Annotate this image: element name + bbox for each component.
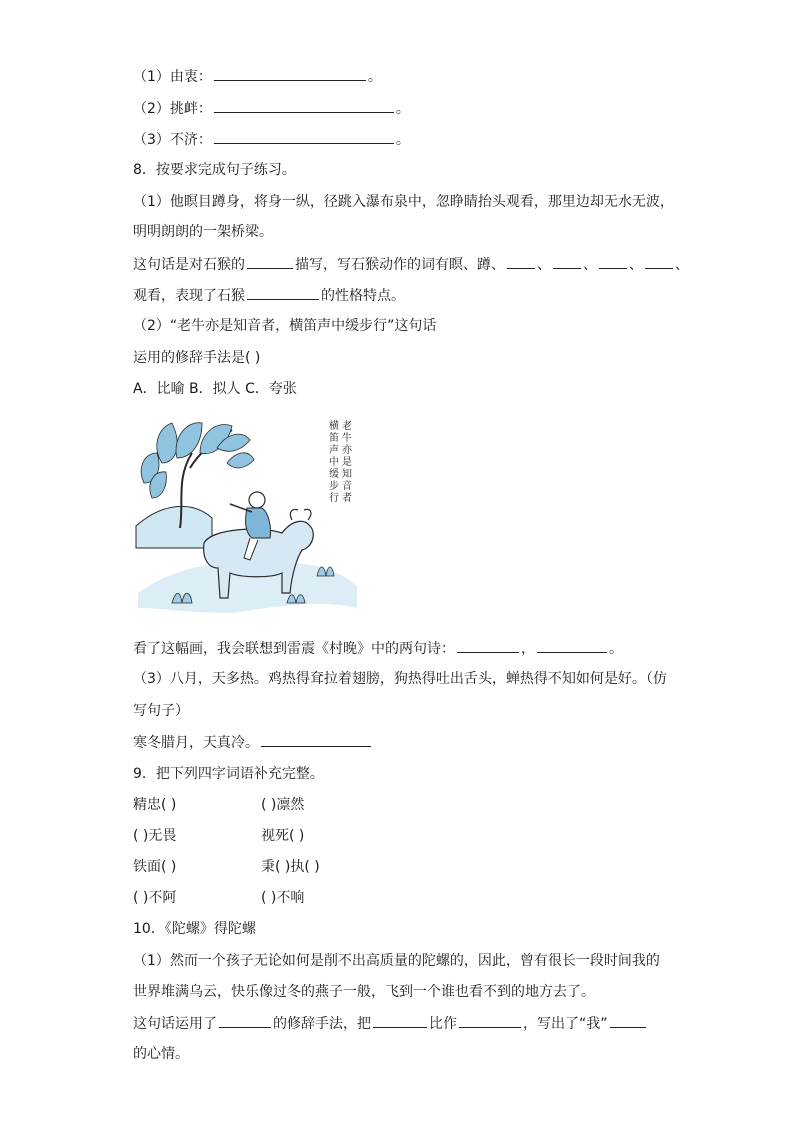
answer-blank[interactable] [645, 254, 673, 269]
answer-blank[interactable] [537, 638, 607, 653]
q8-s3-line2: 写句子） [133, 703, 189, 719]
end-mark: 。 [395, 132, 410, 148]
q10-s1-line1: （1）然而一个孩子无论如何是削不出高质量的陀螺的，因此，曾有很长一段时间我的 [133, 953, 660, 969]
separator: 、 [537, 257, 551, 273]
answer-blank[interactable] [610, 1013, 646, 1028]
answer-blank[interactable] [219, 1013, 271, 1028]
q9-row-4 [133, 888, 304, 908]
idiom-blank[interactable]: ( )不阿 [133, 890, 177, 906]
willow-leaves [141, 423, 254, 498]
end-mark: 。 [609, 641, 623, 657]
text-span: 的修辞手法，把 [273, 1016, 371, 1032]
q8-s2-line2: 运用的修辞手法是( ) [133, 350, 261, 366]
end-mark: 。 [395, 101, 410, 117]
q8-s3-line1: （3）八月，天多热。鸡热得耷拉着翅膀，狗热得吐出舌头，蝉热得不知如何是好。（仿 [133, 671, 667, 687]
separator: ， [521, 641, 535, 657]
answer-blank[interactable] [214, 129, 394, 144]
q8-s1-line1: （1）他瞑目蹲身，将身一纵，径跳入瀑布泉中，忽睁睛抬头观看，那里边却无水无波， [133, 194, 674, 210]
idiom-blank[interactable]: ( )凛然 [261, 797, 305, 813]
q8-s1-line2: 明明朗朗的一架桥梁。 [133, 224, 273, 240]
separator: 、 [675, 257, 689, 273]
q10-heading: 10．《陀螺》得陀螺 [133, 921, 256, 937]
idiom-blank[interactable]: 精忠( ) [133, 797, 177, 813]
q7-item-3 [133, 129, 410, 150]
text-span: 寒冬腊月，天真冷。 [133, 735, 259, 751]
idiom-blank[interactable]: ( )不响 [261, 890, 305, 906]
ox-horns [290, 509, 311, 520]
text-span: 观看，表现了石猴 [133, 288, 245, 304]
answer-blank[interactable] [214, 98, 394, 113]
poem-calligraphy [327, 419, 352, 504]
q9-heading: 9．把下列四字词语补充完整。 [133, 766, 324, 782]
answer-blank[interactable] [459, 1013, 521, 1028]
q9-row-3 [133, 857, 320, 877]
end-mark: 。 [367, 69, 382, 85]
q9-row-1 [133, 795, 304, 815]
answer-blank[interactable] [214, 66, 366, 81]
q7-item-2 [133, 98, 410, 119]
q7-item-3-label: （3）不济： [133, 132, 212, 148]
q10-s1-line2: 世界堆满乌云，快乐像过冬的燕子一般，飞到一个谁也看不到的地方去了。 [133, 984, 595, 1000]
idiom-blank[interactable]: 秉( )执( ) [261, 859, 320, 875]
answer-blank[interactable] [247, 285, 319, 300]
text-span: 这句话是对石猴的 [133, 257, 245, 273]
idiom-blank[interactable]: ( )无畏 [133, 828, 177, 844]
text-span: 比作 [429, 1016, 457, 1032]
text-span: 这句话运用了 [133, 1016, 217, 1032]
answer-blank[interactable] [247, 254, 293, 269]
q10-fill-end: 的心情。 [133, 1046, 189, 1062]
text-span: 描写，写石猴动作的词有瞑、蹲、 [295, 257, 505, 273]
answer-blank[interactable] [457, 638, 519, 653]
text-span: 看了这幅画，我会联想到雷震《村晚》中的两句诗： [133, 641, 455, 657]
answer-blank[interactable] [599, 254, 627, 269]
q7-item-1-label: （1）由衷： [133, 69, 212, 85]
q8-heading: 8．按要求完成句子练习。 [133, 162, 296, 178]
answer-blank[interactable] [507, 254, 535, 269]
poem-column-2: 横笛声中缓步行 [326, 420, 338, 504]
ox-rider-painting [132, 408, 366, 630]
q8-s2-line1: （2）“老牛亦是知音者，横笛声中缓步行”这句话 [133, 318, 437, 334]
q8-picture-question [133, 638, 623, 659]
hill-left [136, 506, 212, 548]
q8-s3-line3 [133, 732, 373, 753]
q7-item-2-label: （2）挑衅： [133, 101, 212, 117]
q7-item-1 [133, 66, 382, 87]
q10-fill-line [133, 1013, 648, 1034]
answer-blank[interactable] [373, 1013, 427, 1028]
separator: 、 [629, 257, 643, 273]
separator: 、 [583, 257, 597, 273]
q8-fill-line-1 [133, 254, 689, 275]
text-span: 的性格特点。 [321, 288, 405, 304]
idiom-blank[interactable]: 铁面( ) [133, 859, 177, 875]
q9-row-2 [133, 826, 304, 846]
idiom-blank[interactable]: 视死( ) [261, 828, 305, 844]
text-span: ，写出了“我” [523, 1016, 608, 1032]
poem-column-1: 老牛亦是知音者 [339, 420, 351, 504]
answer-blank[interactable] [553, 254, 581, 269]
q8-options[interactable]: A．比喻 B．拟人 C．夸张 [133, 381, 297, 397]
q8-fill-line-2 [133, 285, 405, 306]
answer-blank[interactable] [261, 732, 371, 747]
